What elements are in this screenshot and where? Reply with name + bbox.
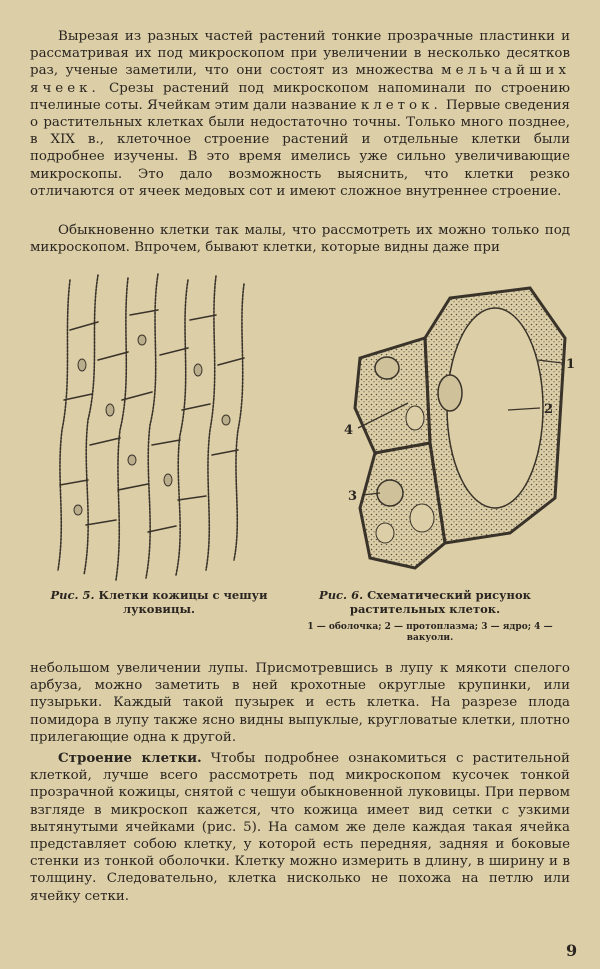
paragraph-size: Обыкновенно клетки так малы, что рассмотреть их можно только под микроскопом. Впрочем, бывают клетки, которые видны даже при — [30, 223, 570, 256]
fig6-marker-1: 1 — [566, 357, 576, 372]
section-heading: Строение клетки. — [58, 750, 202, 766]
fig6-marker-2: 2 — [544, 402, 554, 417]
paragraph-watermelon: небольшом увеличении лупы. Присмотревшись в лупу к мякоти спелого арбуза, можно заметить в ней крохотные округлые крупинки, или пузырьки. Каждый такой пузырек и есть клетка. На разрезе плода помидора в лупу также ясно видны выпуклые, кругловатые клетки, плотно прилегающие одна к другой. — [30, 661, 570, 745]
figure-6-caption-text: Схематический рисунок растительных клеток. — [349, 588, 531, 616]
figure-6-label: Рис. 6. — [319, 588, 364, 602]
spaced-term-kletok: клеток. — [360, 97, 442, 113]
paragraph-intro — [30, 28, 570, 200]
fig6-marker-3: 3 — [348, 489, 358, 504]
paragraph-cell-structure — [30, 750, 570, 905]
fig6-marker-4: 4 — [344, 423, 354, 438]
figure-5-caption-text: Клетки кожицы с чешуи луковицы. — [94, 588, 268, 616]
spaced-term-cells: мельчайших ячеек. — [30, 63, 570, 96]
figure-5-caption — [50, 588, 268, 616]
page-number: 9 — [566, 941, 578, 960]
figure-6-legend: 1 — оболочка; 2 — протоплазма; 3 — ядро; 4 — вакуоли. — [307, 622, 553, 643]
figure-5-onion-cells — [50, 270, 280, 585]
figure-6-plant-cells — [330, 268, 580, 588]
paragraph-cell-structure-text: Чтобы подробнее ознакомиться с растительной клеткой, лучше всего рассмотреть под микроскопом кусочек тонкой прозрачной кожицы, снятой с чешуи обыкновенной луковицы. При первом взгляде в микроскоп кажется, что кожица имеет вид сетки с узкими вытянутыми ячейками (рис. 5). На самом же деле каждая такая ячейка представляет собою клетку, у которой есть передняя, задняя и боковые стенки из тонкой оболочки. Клетку можно измерить в длину, в ширину и в толщину. Следовательно, клетка нисколько не похожа на петлю или ячейку сетки. — [30, 751, 570, 904]
figure-5-label: Рис. 5. — [50, 588, 95, 602]
figure-6-caption — [280, 588, 570, 616]
intro-text-b: Срезы растений под микроскопом напоминали по строению пчелиные соты. Ячейкам этим дали название — [30, 80, 570, 113]
intro-text: Вырезая из разных частей растений тонкие прозрачные пластинки и рассматривая их под микроскопом при увеличении в несколько десятков раз, ученые заметили, что они состоят из множества — [30, 29, 570, 79]
intro-text-c: Первые сведения о растительных клетках были недостаточно точны. Только много позднее, в XIX в., клеточное строение растений и отдельные клетки были подробнее изучены. В это время имелись уже сильно увеличивающие микроскопы. Это дало возможность выяснить, что клетки резко отличаются от ячеек медовых сот и имеют сложное внутреннее строение. — [30, 97, 570, 199]
